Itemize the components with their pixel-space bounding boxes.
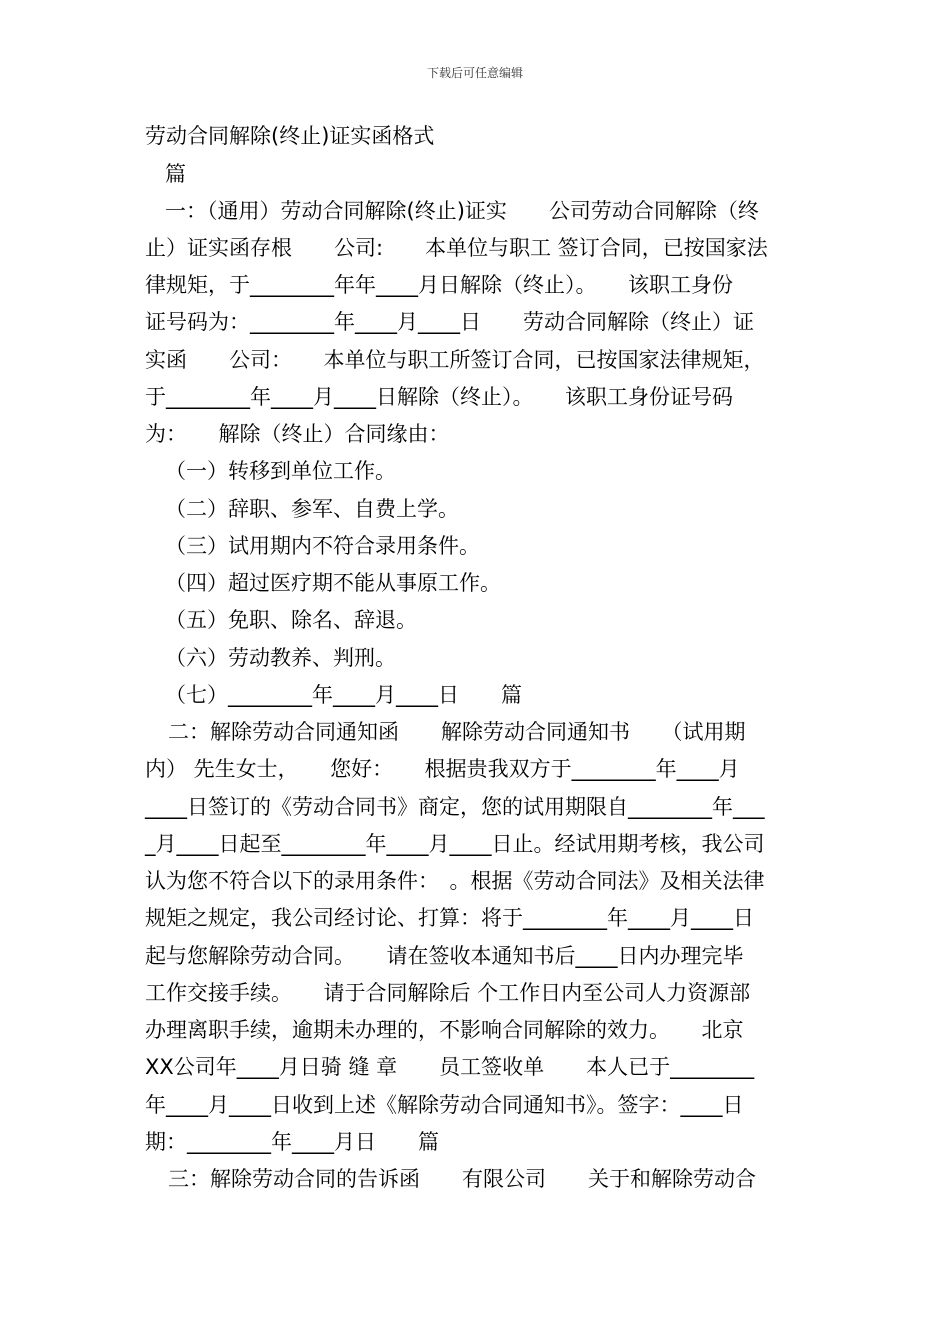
list-item: （四）超过医疗期不能从事原工作。 [165, 571, 501, 595]
text-line: 证号码为：________年____月____日 劳动合同解除（终止）证 [145, 310, 754, 334]
text-line: 三：解除劳动合同的告诉函 有限公司 关于和解除劳动合 [168, 1167, 756, 1191]
text-line: 起与您解除劳动合同。 请在签收本通知书后____日内办理完毕 [145, 944, 744, 968]
list-item: （七）________年____月____日 篇 [165, 683, 522, 707]
list-item: （一）转移到单位工作。 [165, 459, 396, 483]
text-line: 律规矩，于________年年____月日解除（终止）。 该职工身份 [145, 273, 733, 297]
text-line: 止）证实函存根 公司: 本单位与职工 签订合同，已按国家法 [145, 236, 768, 260]
text-line: _月____日起至________年____月____日止。经试用期考核，我公司 [145, 832, 765, 856]
text-line: XX公司年____月日骑 缝 章 员工签收单 本人已于________ [145, 1055, 755, 1079]
list-item: （五）免职、除名、辞退。 [165, 608, 417, 632]
text-line: 办理离职手续，逾期未办理的，不影响合同解除的效力。 北京 [145, 1018, 744, 1042]
text-line: 规矩之规定，我公司经讨论、打算：将于________年____月____日 [145, 906, 754, 930]
page-header-note: 下载后可任意编辑 [426, 66, 523, 80]
text-line: 认为您不符合以下的录用条件： 。根据《劳动合同法》及相关法律 [145, 869, 765, 893]
list-item: （六）劳动教养、判刑。 [165, 646, 396, 670]
list-item: （二）辞职、参军、自费上学。 [165, 497, 459, 521]
text-line: 二：解除劳动合同通知函 解除劳动合同通知书 （试用期 [168, 720, 746, 744]
text-line: 内） 先生女士， 您好： 根据贵我双方于________年____月 [145, 757, 740, 781]
text-line: 于________年____月____日解除（终止）。 该职工身份证号码 [145, 385, 733, 409]
text-line: 期：________年____月日 篇 [145, 1130, 439, 1154]
text-line: 实函 公司： 本单位与职工所签订合同，已按国家法律规矩， [145, 348, 765, 372]
text-line: 一：（通用）劳动合同解除(终止)证实 公司劳动合同解除（终 [165, 199, 759, 223]
list-item: （三）试用期内不符合录用条件。 [165, 534, 480, 558]
text-line: 年____月____日收到上述《解除劳动合同通知书》。签字：____日 [145, 1093, 744, 1117]
text-line: 工作交接手续。 请于合同解除后 个工作日内至公司人力资源部 [145, 981, 751, 1005]
text-line: ____日签订的《劳动合同书》商定，您的试用期限自________年___ [145, 795, 765, 819]
document-title: 劳动合同解除(终止)证实函格式 [145, 124, 435, 148]
text-line: 为： 解除（终止）合同缘由： [145, 422, 450, 446]
text-line: 篇 [165, 162, 186, 186]
